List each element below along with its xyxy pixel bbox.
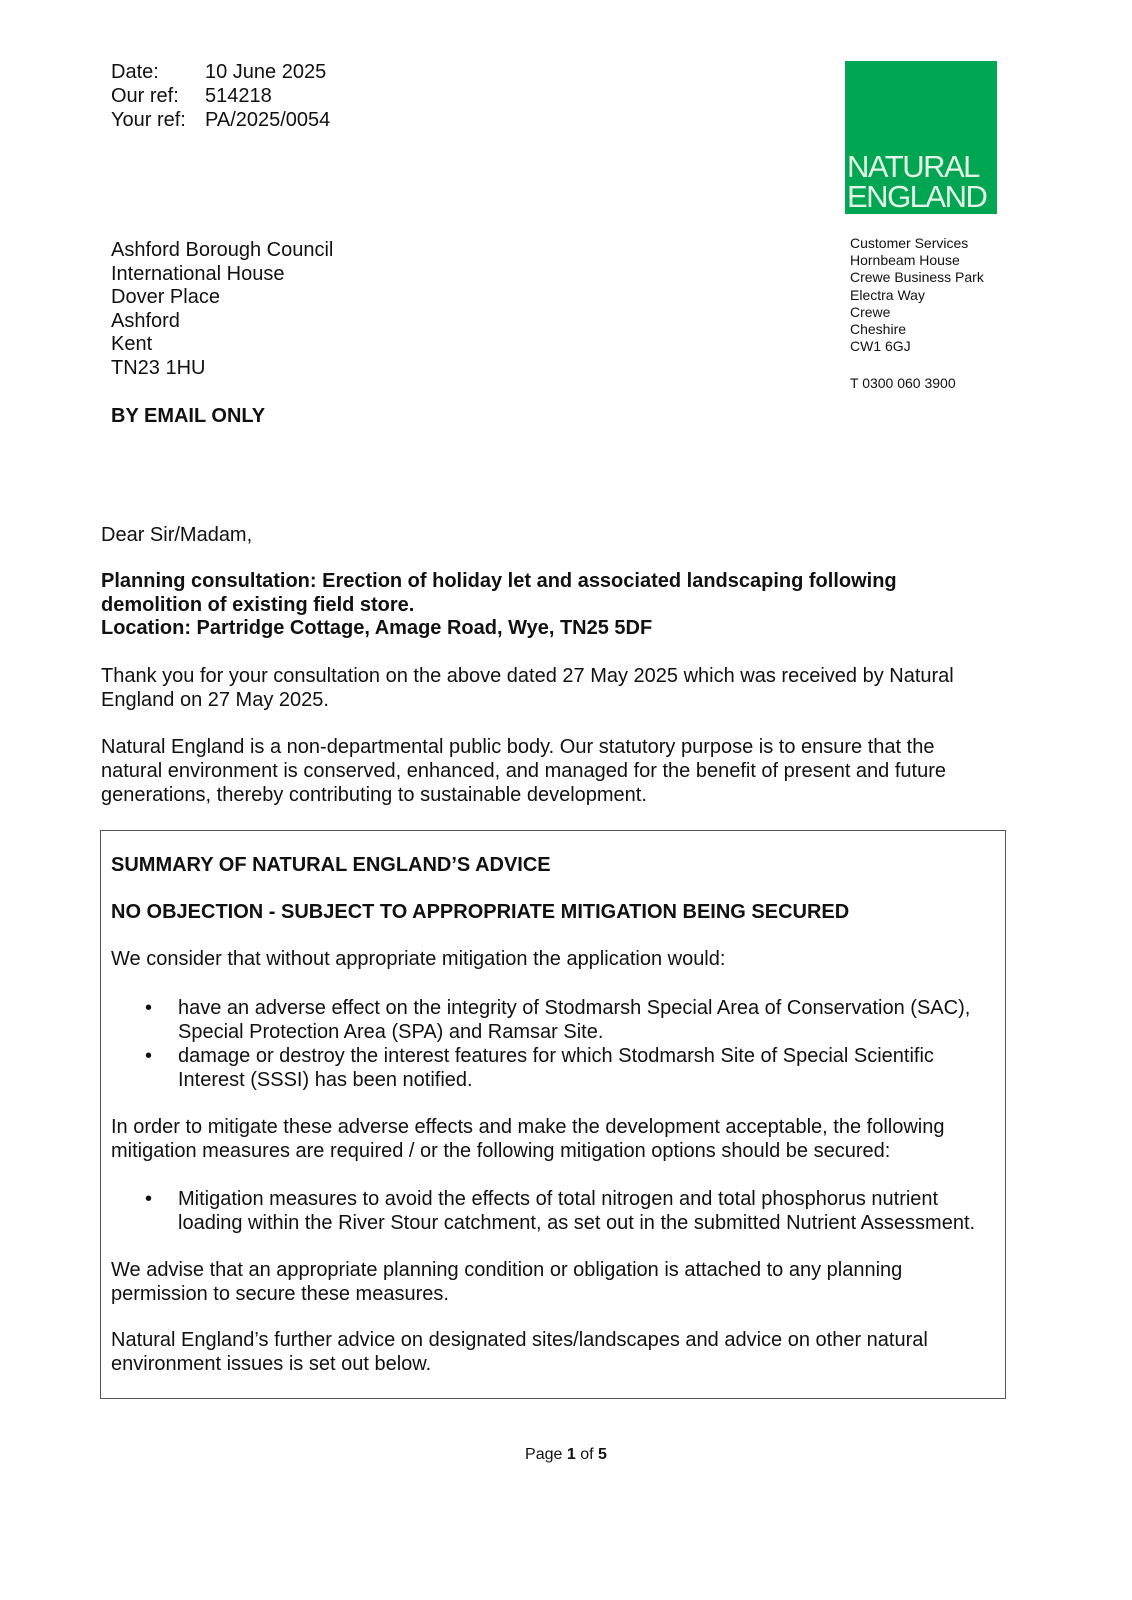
list-item	[101, 1044, 1001, 1092]
our-ref-value: 514218	[205, 85, 272, 107]
sender-line: CW1 6GJ	[850, 338, 911, 355]
sender-line: Hornbeam House	[850, 252, 960, 269]
text-line: Natural England’s further advice on designated sites/landscapes and advice on other natural	[111, 1329, 928, 1351]
paragraph-purpose	[101, 735, 946, 807]
natural-england-logo	[845, 61, 997, 214]
list-item	[101, 996, 1001, 1044]
salutation: Dear Sir/Madam,	[101, 524, 253, 546]
summary-verdict: NO OBJECTION - SUBJECT TO APPROPRIATE MITIGATION BEING SECURED	[111, 901, 850, 923]
text-line: England on 27 May 2025.	[101, 689, 329, 711]
of-label: of	[580, 1446, 594, 1463]
bullet-icon: •	[145, 1045, 153, 1067]
text-line: We advise that an appropriate planning condition or obligation is attached to any planning	[111, 1259, 903, 1281]
subject-line: demolition of existing field store.	[101, 593, 415, 616]
sender-phone: T 0300 060 3900	[850, 375, 956, 392]
address-line: Kent	[111, 333, 153, 356]
sender-line: Electra Way	[850, 286, 925, 303]
text-line: mitigation measures are required / or the following mitigation options should be secured:	[111, 1139, 891, 1162]
measures-list	[101, 1187, 1001, 1235]
subject-line: Planning consultation: Erection of holiday let and associated landscaping following	[101, 570, 897, 592]
list-item	[101, 1187, 1001, 1235]
text-line: generations, thereby contributing to sustainable development.	[101, 784, 647, 806]
address-line: Ashford Borough Council	[111, 239, 334, 261]
subject-heading	[101, 570, 897, 641]
text-line: environment issues is set out below.	[111, 1352, 432, 1375]
text-line: have an adverse effect on the integrity of Stodmarsh Special Area of Conservation (SAC),	[178, 997, 971, 1019]
text-line: In order to mitigate these adverse effects and make the development acceptable, the following	[111, 1116, 945, 1138]
text-line: loading within the River Stour catchment, as set out in the submitted Nutrient Assessment.	[178, 1212, 976, 1234]
text-line: Thank you for your consultation on the above dated 27 May 2025 which was received by Natural	[101, 665, 954, 687]
page-label: Page	[525, 1446, 563, 1463]
bullet-icon: •	[145, 997, 153, 1019]
current-page: 1	[566, 1446, 576, 1463]
text-line: permission to secure these measures.	[111, 1282, 449, 1305]
text-line: damage or destroy the interest features for which Stodmarsh Site of Special Scientific	[178, 1045, 934, 1067]
text-line: Special Protection Area (SPA) and Ramsar Site.	[178, 1021, 604, 1043]
effects-list	[101, 996, 1001, 1092]
summary-intro: We consider that without appropriate mitigation the application would:	[111, 948, 726, 970]
date-label: Date:	[111, 61, 159, 83]
reference-block	[111, 60, 330, 132]
date-value: 10 June 2025	[205, 61, 327, 83]
total-pages: 5	[598, 1446, 607, 1463]
text-line: Natural England is a non-departmental public body. Our statutory purpose is to ensure that the	[101, 736, 935, 758]
your-ref-label: Your ref:	[111, 109, 186, 131]
advise-paragraph	[111, 1259, 902, 1306]
sender-line: Customer Services	[850, 235, 969, 251]
sender-line: Cheshire	[850, 321, 907, 338]
mitigation-paragraph	[111, 1116, 944, 1163]
page-number	[0, 1446, 1132, 1464]
address-line: Ashford	[111, 309, 180, 332]
bullet-icon: •	[145, 1188, 153, 1210]
your-ref-value: PA/2025/0054	[205, 109, 331, 131]
sender-line: Crewe	[850, 303, 891, 320]
logo-line-2: ENGLAND	[847, 179, 987, 214]
delivery-note: BY EMAIL ONLY	[111, 405, 266, 427]
further-advice-paragraph	[111, 1329, 928, 1376]
our-ref-label: Our ref:	[111, 85, 179, 107]
summary-heading: SUMMARY OF NATURAL ENGLAND’S ADVICE	[111, 854, 551, 876]
text-line: Interest (SSSI) has been notified.	[178, 1069, 473, 1091]
address-line: Dover Place	[111, 286, 220, 309]
address-line: International House	[111, 262, 285, 285]
logo-line-1: NATURAL	[847, 149, 979, 184]
sender-line: Crewe Business Park	[850, 269, 984, 286]
address-line: TN23 1HU	[111, 356, 206, 379]
text-line: Mitigation measures to avoid the effects of total nitrogen and total phosphorus nutrient	[178, 1188, 939, 1210]
subject-line: Location: Partridge Cottage, Amage Road, Wye, TN25 5DF	[101, 617, 653, 639]
paragraph-consultation	[101, 664, 954, 712]
text-line: natural environment is conserved, enhanced, and managed for the benefit of present and future	[101, 760, 946, 782]
sender-address	[850, 235, 984, 393]
recipient-address	[111, 239, 333, 381]
